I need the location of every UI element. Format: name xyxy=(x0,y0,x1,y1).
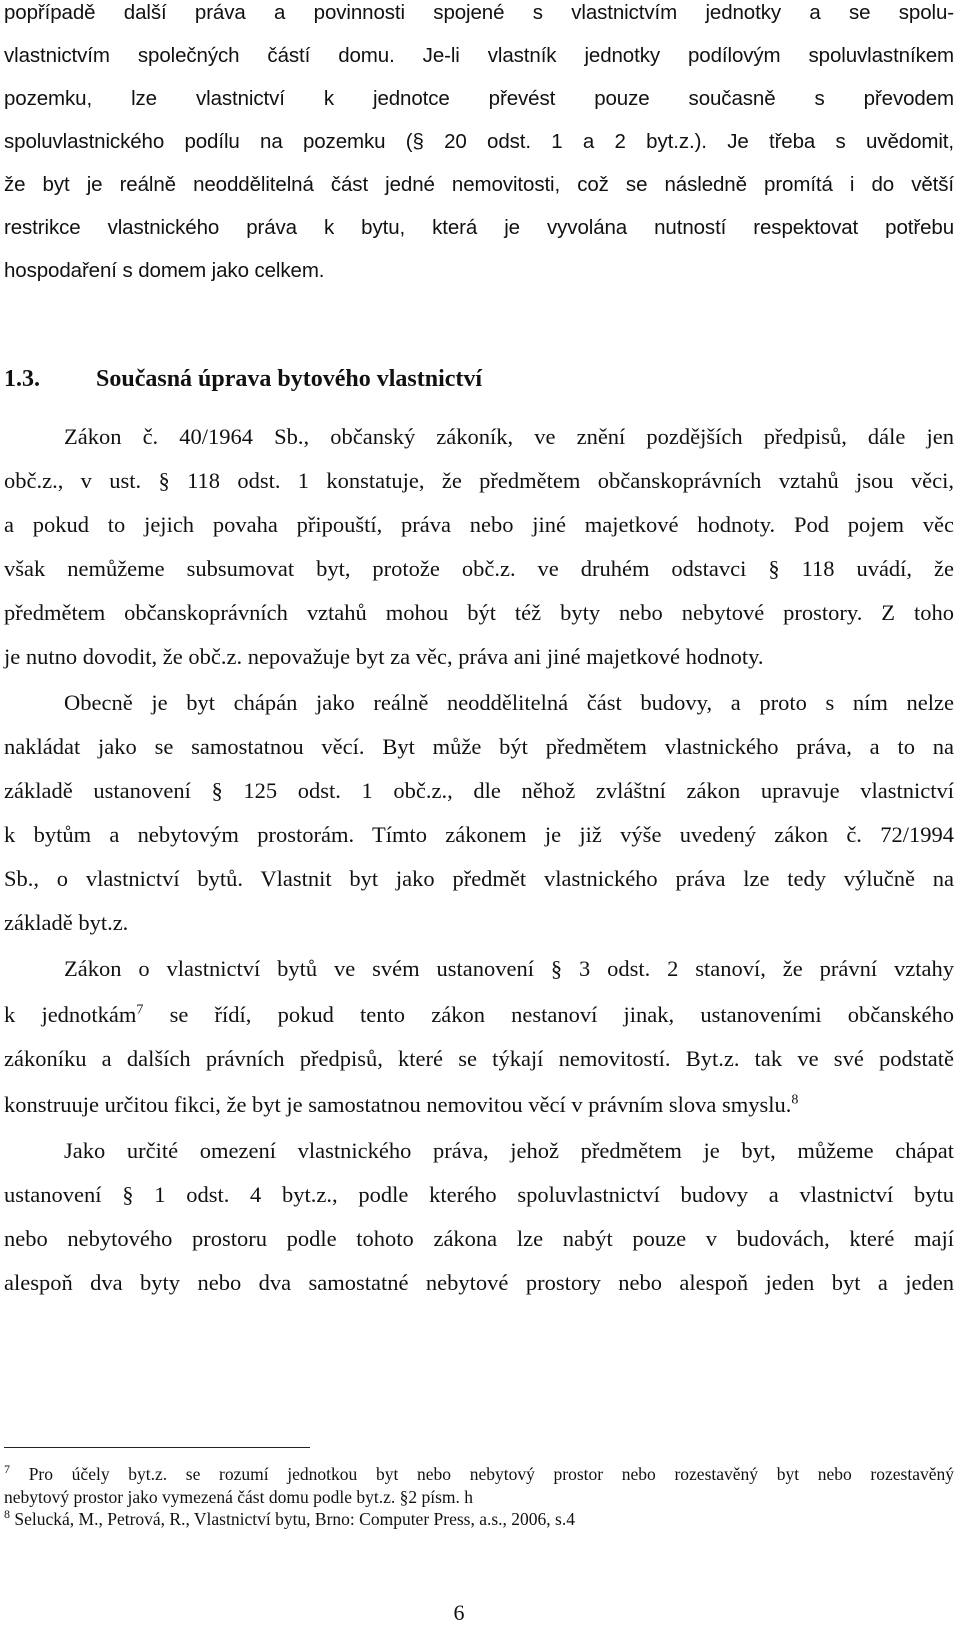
text-line: Zákon č. 40/1964 Sb., občanský zákoník, ve znění pozdějších předpisů, dále jen xyxy=(64,424,954,449)
text-line: Sb., o vlastnictví bytů. Vlastnit byt jako předmět vlastnického práva lze tedy výlučně na xyxy=(4,866,954,891)
section-number: 1.3. xyxy=(4,366,40,392)
page-number: 6 xyxy=(453,1600,465,1625)
text-line: zákoníku a dalších právních předpisů, které se týkají nemovitostí. Byt.z. tak ve své podstatě xyxy=(4,1046,954,1071)
text-line: Obecně je byt chápán jako reálně neoddělitelná část budovy, a proto s ním nelze xyxy=(64,690,954,715)
text-line xyxy=(4,1092,954,1118)
footnote-7 xyxy=(4,1464,954,1485)
text-line: hospodaření s domem jako celkem. xyxy=(4,259,325,282)
text-line: však nemůžeme subsumovat byt, protože obč.z. ve druhém odstavci § 118 uvádí, že xyxy=(4,556,954,581)
text-line: k bytům a nebytovým prostorám. Tímto zákonem je již výše uvedený zákon č. 72/1994 xyxy=(4,822,954,847)
text-line: základě ustanovení § 125 odst. 1 obč.z., dle něhož zvláštní zákon upravuje vlastnictví xyxy=(4,778,954,803)
footnote-8 xyxy=(4,1509,954,1530)
footnote-number: 8 xyxy=(4,1507,10,1522)
footnote-number: 7 xyxy=(4,1462,10,1477)
footnote-ref: 7 xyxy=(136,1002,144,1018)
text-line: restrikce vlastnického práva k bytu, která je vyvolána nutností respektovat potřebu xyxy=(4,216,954,239)
footnote-7-continued: nebytový prostor jako vymezená část domu podle byt.z. §2 písm. h xyxy=(4,1487,474,1507)
footnote-separator xyxy=(4,1447,310,1448)
text-line: že byt je reálně neoddělitelná část jedné nemovitosti, což se následně promítá i do větší xyxy=(4,173,954,196)
section-title: Současná úprava bytového vlastnictví xyxy=(96,366,483,392)
footnote-ref: 8 xyxy=(791,1092,799,1108)
text-line: nakládat jako se samostatnou věcí. Byt může být předmětem vlastnického práva, a to na xyxy=(4,734,954,759)
text-fragment: k jednotkám xyxy=(4,1002,137,1027)
text-line: pozemku, lze vlastnictví k jednotce převést pouze současně s převodem xyxy=(4,87,954,110)
text-line: a pokud to jejich povaha připouští, práva nebo jiné majetkové hodnoty. Pod pojem věc xyxy=(4,512,954,537)
section-heading xyxy=(4,366,482,393)
text-line: Jako určité omezení vlastnického práva, jehož předmětem je byt, můžeme chápat xyxy=(64,1138,954,1163)
text-fragment: se řídí, pokud tento zákon nestanoví jinak, ustanoveními občanského xyxy=(143,1002,954,1027)
text-line: popřípadě další práva a povinnosti spojené s vlastnictvím jednotky a se spolu- xyxy=(4,1,954,24)
footnote-text: Pro účely byt.z. se rozumí jednotkou byt nebo nebytový prostor nebo rozestavěný byt nebo rozestavěný xyxy=(28,1464,954,1484)
text-line: vlastnictvím společných částí domu. Je-li vlastník jednotky podílovým spoluvlastníkem xyxy=(4,44,954,67)
text-line: předmětem občanskoprávních vztahů mohou být též byty nebo nebytové prostory. Z toho xyxy=(4,600,954,625)
text-line: Zákon o vlastnictví bytů ve svém ustanovení § 3 odst. 2 stanoví, že právní vztahy xyxy=(64,956,954,981)
text-line: ustanovení § 1 odst. 4 byt.z., podle kterého spoluvlastnictví budovy a vlastnictví bytu xyxy=(4,1182,954,1207)
text-fragment: konstruuje určitou fikci, že byt je samostatnou nemovitou věcí v právním slova smyslu. xyxy=(4,1092,792,1117)
footnote-text: Selucká, M., Petrová, R., Vlastnictví bytu, Brno: Computer Press, a.s., 2006, s.4 xyxy=(14,1509,575,1529)
text-line xyxy=(4,1002,954,1028)
text-line: nebo nebytového prostoru podle tohoto zákona lze nabýt pouze v budovách, které mají xyxy=(4,1226,954,1251)
text-line: základě byt.z. xyxy=(4,910,129,935)
text-line: spoluvlastnického podílu na pozemku (§ 20 odst. 1 a 2 byt.z.). Je třeba s uvědomit, xyxy=(4,130,954,153)
text-line: je nutno dovodit, že obč.z. nepovažuje byt za věc, práva ani jiné majetkové hodnoty. xyxy=(4,644,764,669)
text-line: obč.z., v ust. § 118 odst. 1 konstatuje, že předmětem občanskoprávních vztahů jsou věci, xyxy=(4,468,954,493)
text-line: alespoň dva byty nebo dva samostatné nebytové prostory nebo alespoň jeden byt a jeden xyxy=(4,1270,954,1295)
